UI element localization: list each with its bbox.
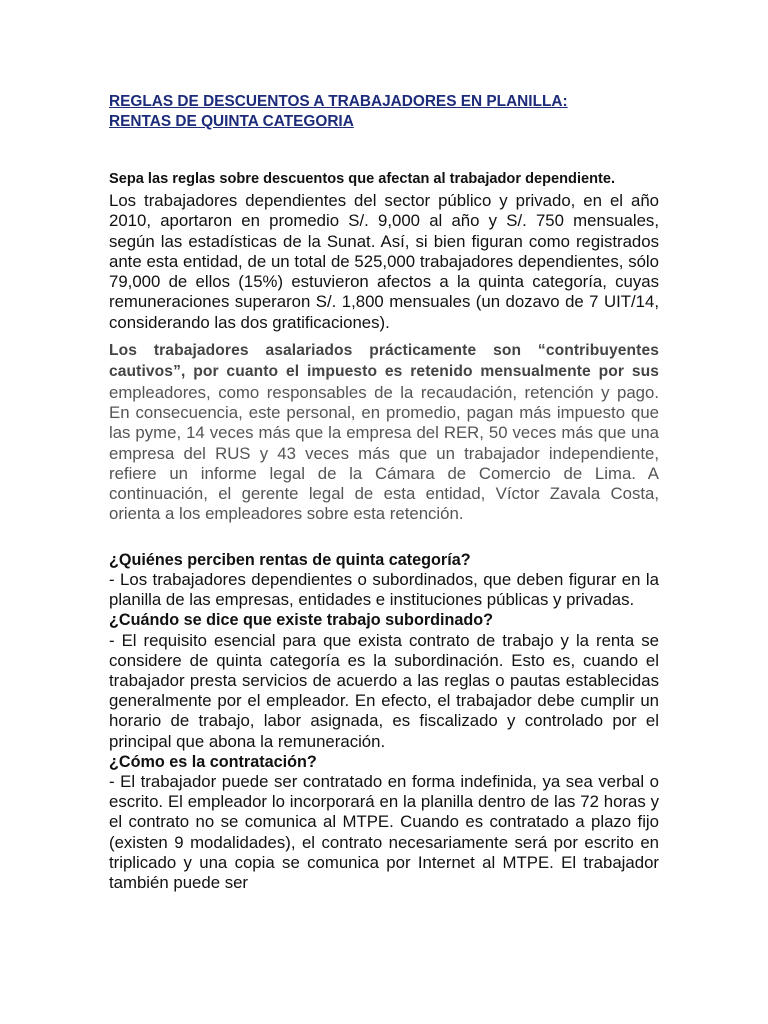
answer-hiring: - El trabajador puede ser contratado en forma indefinida, ya sea verbal o escrito. El empleador lo incorporará en la planilla dentro de las 72 horas y el contrato no se comunica al MTPE. Cuando es contratado a plazo fijo (existen 9 modalidades), el contrato necesariamente será por escrito en triplicado y una copia se comunica por Internet al MTPE. El trabajador también puede ser: [109, 771, 659, 892]
document-body: [109, 92, 659, 893]
question-who-receives: ¿Quiénes perciben rentas de quinta categoría?: [109, 550, 471, 569]
answer-who-receives: - Los trabajadores dependientes o subordinados, que deben figurar en la planilla de las empresas, entidades e instituciones públicas y privadas.: [109, 569, 659, 610]
title-line-2: RENTAS DE QUINTA CATEGORIA: [109, 113, 354, 130]
question-hiring: ¿Cómo es la contratación?: [109, 752, 317, 771]
title-line-1: REGLAS DE DESCUENTOS A TRABAJADORES EN PLANILLA:: [109, 93, 568, 110]
paragraph-2-rest: empleadores, como responsables de la recaudación, retención y pago. En consecuencia, este personal, en promedio, pagan más impuesto que las pyme, 14 veces más que la empresa del RER, 50 veces más que una empresa del RUS y 43 veces más que un trabajador independiente, refiere un informe legal de la Cámara de Comercio de Lima. A continuación, el gerente legal de esta entidad, Víctor Zavala Costa, orienta a los empleadores sobre esta retención.: [109, 382, 659, 524]
document-title: [109, 92, 659, 132]
answer-subordinate-work: - El requisito esencial para que exista contrato de trabajo y la renta se considere de quinta categoría es la subordinación. Esto es, cuando el trabajador presta servicios de acuerdo a las reglas o pautas establecidas generalmente por el empleador. En efecto, el trabajador debe cumplir un horario de trabajo, labor asignada, es fiscalizado y controlado por el principal que abona la remuneración.: [109, 630, 659, 751]
document-subtitle: Sepa las reglas sobre descuentos que afectan al trabajador dependiente.: [109, 171, 616, 187]
paragraph-1: Los trabajadores dependientes del sector público y privado, en el año 2010, aportaron en promedio S/. 9,000 al año y S/. 750 mensuales, según las estadísticas de la Sunat. Así, si bien figuran como registrados ante esta entidad, de un total de 525,000 trabajadores dependientes, sólo 79,000 de ellos (15%) estuvieron afectos a la quinta categoría, cuyas remuneraciones superaron S/. 1,800 mensuales (un dozavo de 7 UIT/14, considerando las dos gratificaciones).: [109, 191, 659, 332]
question-subordinate-work: ¿Cuándo se dice que existe trabajo subordinado?: [109, 611, 494, 630]
paragraph-2: [109, 340, 659, 525]
paragraph-2-lead: Los trabajadores asalariados prácticamente son “contribuyentes cautivos”, por cuanto el impuesto es retenido mensualmente por sus: [109, 342, 659, 381]
